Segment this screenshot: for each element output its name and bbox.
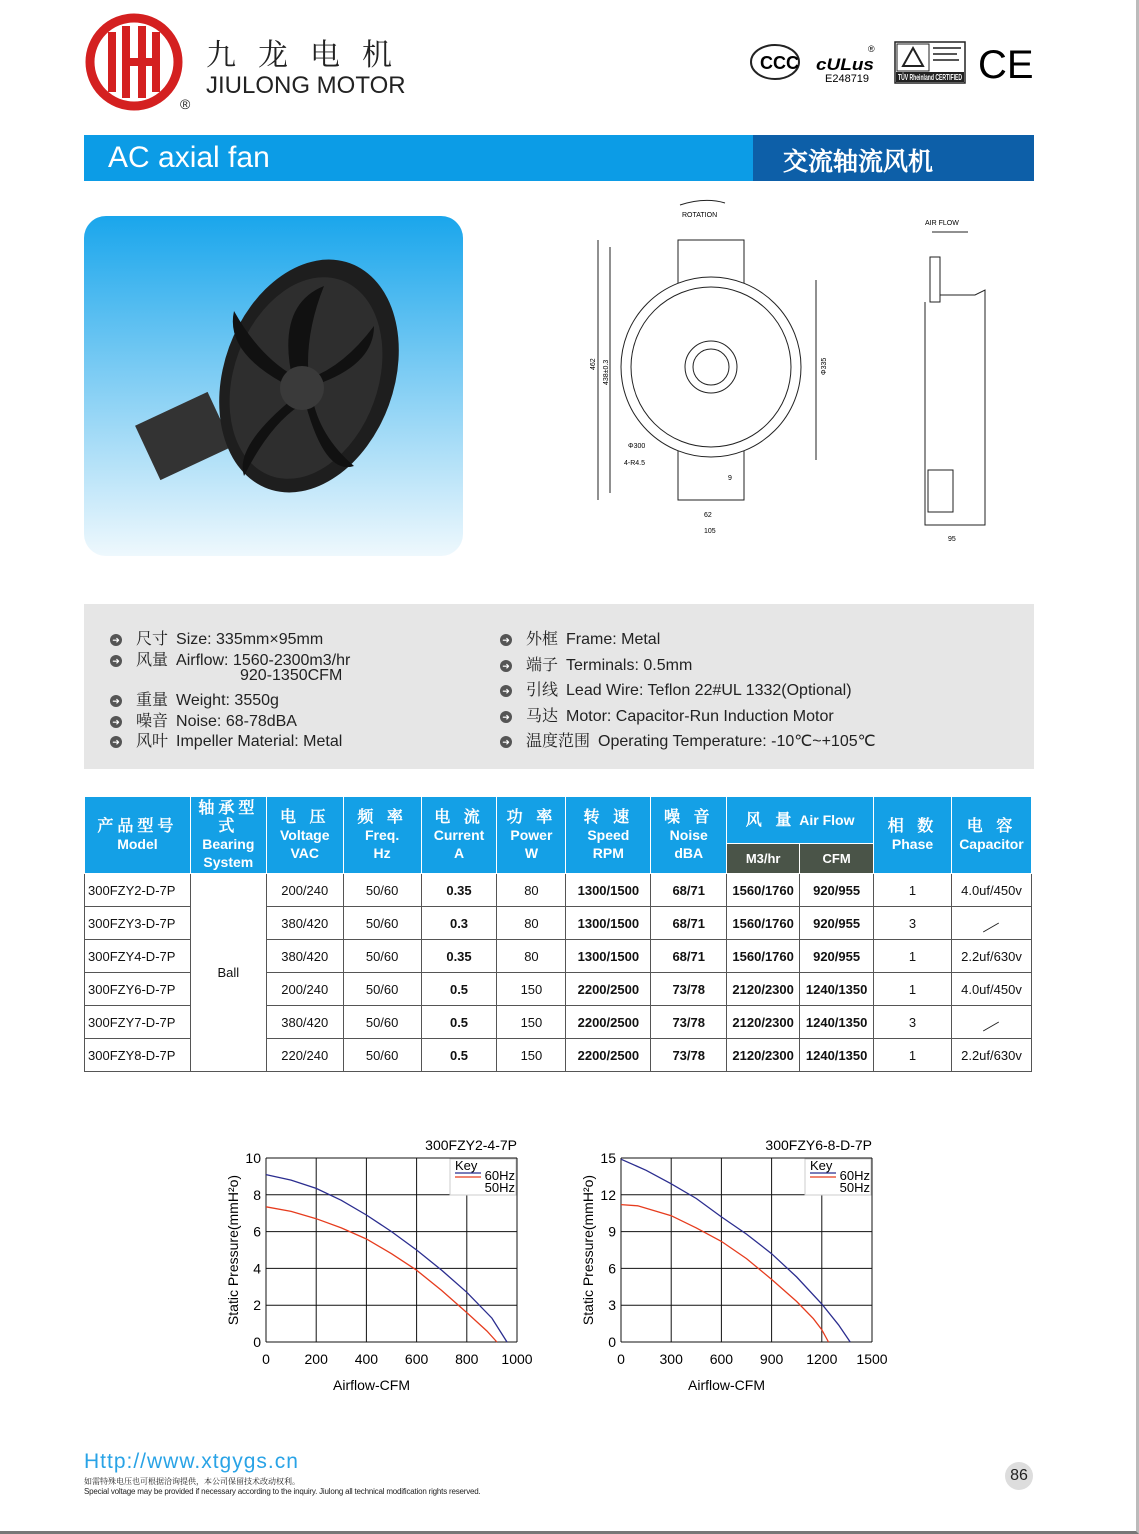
- col-header-bearing: 轴承型式 Bearing System: [190, 797, 266, 874]
- col-header-voltage: 电 压 Voltage VAC: [266, 797, 343, 874]
- product-title-cn: 交流轴流风机: [783, 147, 934, 176]
- table-cell: 68/71: [651, 940, 727, 973]
- table-cell: 68/71: [651, 907, 727, 940]
- col-header-capacitor: 电 容 Capacitor: [951, 797, 1031, 874]
- page-number: 86: [1005, 1462, 1033, 1490]
- y-axis-label: Static Pressure(mmH²o): [580, 1174, 596, 1326]
- certification-logos: [750, 40, 1035, 85]
- dim-label: 438±0.3: [603, 359, 610, 385]
- table-cell: 1560/1760: [727, 907, 800, 940]
- table-cell: 80: [497, 940, 566, 973]
- tuv-mark-text: TÜV Rheinland CERTIFIED: [898, 73, 963, 82]
- table-cell: 200/240: [266, 973, 343, 1006]
- x-tick-label: 0: [617, 1351, 625, 1367]
- cell-bearing: Ball: [190, 874, 266, 1072]
- table-cell: 2.2uf/630v: [951, 940, 1031, 973]
- dim-label: 4-R4.5: [624, 460, 646, 467]
- table-cell: 4.0uf/450v: [951, 973, 1031, 1006]
- product-title-en: AC axial fan: [108, 141, 270, 174]
- dim-label: 95: [948, 536, 956, 543]
- spec-motor: ➜ 马达 Motor: Capacitor-Run Induction Motor: [500, 703, 834, 726]
- table-cell: 150: [497, 973, 566, 1006]
- legend-label: 50Hz: [839, 1180, 870, 1195]
- col-header-current: 电 流 Current A: [421, 797, 497, 874]
- table-cell: 50/60: [343, 940, 421, 973]
- product-photo: [84, 216, 463, 556]
- legend-title: Key: [810, 1158, 833, 1173]
- table-cell: 300FZY4-D-7P: [85, 940, 191, 973]
- table-cell: 300FZY3-D-7P: [85, 907, 191, 940]
- x-tick-label: 600: [709, 1351, 734, 1367]
- x-tick-label: 600: [404, 1351, 429, 1367]
- dim-label: 462: [590, 358, 597, 370]
- y-tick-label: 0: [253, 1334, 261, 1350]
- rotation-label: ROTATION: [682, 212, 718, 219]
- performance-chart-1: [220, 1135, 540, 1400]
- table-cell: 73/78: [651, 1039, 727, 1072]
- dim-label: 105: [704, 528, 716, 535]
- brand-name-cn: 九龙电机: [206, 38, 414, 73]
- x-tick-label: 1200: [806, 1351, 838, 1367]
- dim-label: Φ335: [821, 357, 828, 375]
- ccc-icon: [751, 45, 799, 79]
- y-tick-label: 3: [608, 1297, 616, 1314]
- x-axis-label: Airflow-CFM: [333, 1377, 410, 1393]
- footer-note-cn: 如需特殊电压也可根据洽询提供，本公司保留技术改动权利。: [84, 1477, 300, 1486]
- col-header-phase: 相 数 Phase: [874, 797, 952, 874]
- ul-icon: [816, 44, 875, 85]
- spec-airflow: ➜ 风量 Airflow: 1560-2300m3/hr: [110, 647, 350, 670]
- ul-registered-mark: ®: [868, 44, 875, 54]
- table-cell: 380/420: [266, 1006, 343, 1039]
- y-tick-label: 2: [253, 1297, 261, 1314]
- chart-title: 300FZY6-8-D-7P: [765, 1137, 872, 1153]
- table-cell: 73/78: [651, 973, 727, 1006]
- y-tick-label: 4: [253, 1260, 261, 1277]
- x-tick-label: 400: [354, 1351, 379, 1367]
- ccc-mark-text: CCC: [760, 53, 799, 73]
- table-cell: 150: [497, 1039, 566, 1072]
- spec-airflow-cfm: 920-1350CFM: [240, 667, 343, 684]
- ce-mark-text: CE: [978, 43, 1034, 85]
- table-cell: 1560/1760: [727, 940, 800, 973]
- table-cell: 2200/2500: [566, 1039, 651, 1072]
- x-tick-label: 0: [262, 1351, 270, 1367]
- fan-image: [84, 216, 463, 556]
- x-tick-label: 300: [659, 1351, 683, 1367]
- spec-impeller: ➜ 风叶 Impeller Material: Metal: [110, 728, 342, 751]
- table-cell: 0.5: [421, 1039, 497, 1072]
- table-cell: 3: [874, 1006, 952, 1039]
- table-cell: 0.5: [421, 1006, 497, 1039]
- col-header-power: 功 率 Power W: [497, 797, 566, 874]
- spec-noise: ➜ 噪音 Noise: 68-78dBA: [110, 708, 297, 731]
- legend-label: 60Hz: [839, 1168, 870, 1183]
- y-tick-label: 9: [608, 1223, 616, 1240]
- table-cell: 1: [874, 940, 952, 973]
- y-tick-label: 6: [608, 1260, 616, 1277]
- table-cell: 2120/2300: [727, 1006, 800, 1039]
- spec-frame: ➜ 外框 Frame: Metal: [500, 626, 660, 649]
- x-axis-label: Airflow-CFM: [688, 1377, 765, 1393]
- table-cell: 2120/2300: [727, 973, 800, 1006]
- spec-terminals: ➜ 端子 Terminals: 0.5mm: [500, 652, 692, 675]
- table-cell: 300FZY7-D-7P: [85, 1006, 191, 1039]
- table-cell: 50/60: [343, 907, 421, 940]
- col-header-noise: 噪 音 Noise dBA: [651, 797, 727, 874]
- table-row: [85, 874, 1032, 907]
- x-tick-label: 1500: [856, 1351, 888, 1367]
- table-cell: 380/420: [266, 940, 343, 973]
- dim-label: 9: [728, 475, 732, 482]
- table-cell: 68/71: [651, 874, 727, 907]
- table-cell: 1240/1350: [800, 973, 874, 1006]
- legend-label: 50Hz: [484, 1180, 515, 1195]
- spec-temperature: ➜ 温度范围 Operating Temperature: -10℃~+105℃: [500, 728, 876, 751]
- table-cell: 1240/1350: [800, 1039, 874, 1072]
- table-cell: 150: [497, 1006, 566, 1039]
- jiulong-logo: [84, 12, 184, 112]
- y-tick-label: 12: [600, 1186, 616, 1203]
- y-axis-label: Static Pressure(mmH²o): [225, 1174, 241, 1326]
- performance-chart-2: [575, 1135, 905, 1400]
- table-cell: 0.35: [421, 940, 497, 973]
- x-tick-label: 200: [304, 1351, 328, 1367]
- x-tick-label: 800: [455, 1351, 479, 1367]
- table-cell: 2200/2500: [566, 973, 651, 1006]
- col-header-model: 产品型号 Model: [85, 797, 191, 874]
- table-cell: 50/60: [343, 973, 421, 1006]
- col-header-m3hr: M3/hr: [727, 844, 800, 874]
- legend-title: Key: [455, 1158, 478, 1173]
- table-cell: 3: [874, 907, 952, 940]
- table-cell: 920/955: [800, 940, 874, 973]
- x-tick-label: 900: [759, 1351, 784, 1367]
- brand-name-en: JIULONG MOTOR: [206, 72, 406, 99]
- table-cell: 50/60: [343, 874, 421, 907]
- table-cell: 1300/1500: [566, 940, 651, 973]
- tuv-icon: [895, 42, 965, 83]
- table-cell: 2.2uf/630v: [951, 1039, 1031, 1072]
- footer-note-en: Special voltage may be provided if necessary according to the inquiry. Jiulong all technical modification rights reserved.: [84, 1487, 481, 1496]
- spec-table: [84, 796, 1032, 1072]
- table-cell: 50/60: [343, 1039, 421, 1072]
- y-tick-label: 0: [608, 1334, 616, 1350]
- col-header-freq.: 频 率 Freq. Hz: [343, 797, 421, 874]
- specs-panel: [84, 604, 1034, 769]
- table-cell: 50/60: [343, 1006, 421, 1039]
- table-cell: 0.35: [421, 874, 497, 907]
- website-link[interactable]: Http://www.xtgygs.cn: [84, 1450, 299, 1473]
- table-cell: 300FZY6-D-7P: [85, 973, 191, 1006]
- table-cell: 2120/2300: [727, 1039, 800, 1072]
- table-cell: 300FZY8-D-7P: [85, 1039, 191, 1072]
- spec-weight: ➜ 重量 Weight: 3550g: [110, 687, 279, 710]
- table-cell: 380/420: [266, 907, 343, 940]
- col-header-airflow: 风 量 Air Flow: [727, 797, 874, 844]
- table-cell: 920/955: [800, 874, 874, 907]
- table-cell: 80: [497, 874, 566, 907]
- ce-icon: [978, 43, 1034, 85]
- table-cell: 220/240: [266, 1039, 343, 1072]
- dim-label: 62: [704, 512, 712, 519]
- y-tick-label: 10: [245, 1150, 261, 1166]
- y-tick-label: 8: [253, 1186, 261, 1203]
- table-cell: 300FZY2-D-7P: [85, 874, 191, 907]
- table-cell: 1300/1500: [566, 907, 651, 940]
- table-cell: 920/955: [800, 907, 874, 940]
- ul-mark-text: cULus: [816, 55, 874, 74]
- table-cell: 73/78: [651, 1006, 727, 1039]
- chart-title: 300FZY2-4-7P: [425, 1137, 517, 1153]
- ul-file-number: E248719: [825, 73, 870, 85]
- air-flow-label: AIR FLOW: [925, 220, 959, 227]
- cell-capacitor-none: [951, 1006, 1031, 1039]
- dim-label: Φ300: [628, 443, 646, 450]
- registered-mark: ®: [180, 96, 191, 112]
- table-cell: 1240/1350: [800, 1006, 874, 1039]
- table-cell: 1: [874, 973, 952, 1006]
- table-cell: 0.5: [421, 973, 497, 1006]
- series-line-50hz: [266, 1207, 497, 1342]
- table-cell: 1300/1500: [566, 874, 651, 907]
- cell-capacitor-none: [951, 907, 1031, 940]
- spec-size: ➜ 尺寸 Size: 335mm×95mm: [110, 626, 323, 649]
- x-tick-label: 1000: [501, 1351, 533, 1367]
- table-cell: 80: [497, 907, 566, 940]
- table-cell: 1560/1760: [727, 874, 800, 907]
- table-cell: 0.3: [421, 907, 497, 940]
- spec-lead-wire: ➜ 引线 Lead Wire: Teflon 22#UL 1332(Optional): [500, 677, 852, 700]
- table-cell: 200/240: [266, 874, 343, 907]
- col-header-speed: 转 速 Speed RPM: [566, 797, 651, 874]
- legend-label: 60Hz: [484, 1168, 515, 1183]
- y-tick-label: 15: [600, 1150, 616, 1166]
- table-cell: 4.0uf/450v: [951, 874, 1031, 907]
- dimension-drawing: [580, 195, 1000, 545]
- table-cell: 2200/2500: [566, 1006, 651, 1039]
- y-tick-label: 6: [253, 1223, 261, 1240]
- table-cell: 1: [874, 874, 952, 907]
- table-cell: 1: [874, 1039, 952, 1072]
- col-header-cfm: CFM: [800, 844, 874, 874]
- series-line-50hz: [621, 1205, 829, 1342]
